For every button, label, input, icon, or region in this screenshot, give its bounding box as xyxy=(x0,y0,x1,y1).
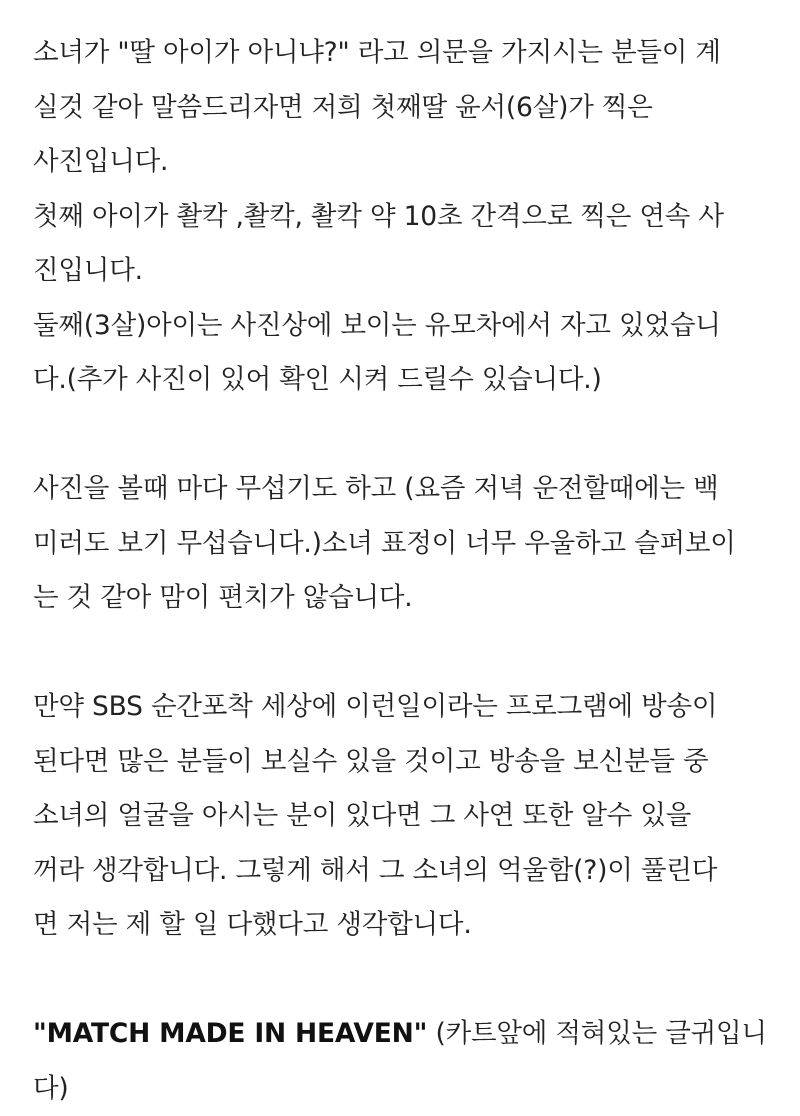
text-line: 미러도 보기 무섭습니다.)소녀 표정이 너무 우울하고 슬퍼보이 xyxy=(33,517,778,572)
paragraph-gap xyxy=(33,953,778,1008)
text-line: 진입니다. xyxy=(33,244,778,299)
text-line: 꺼라 생각합니다. 그렇게 해서 그 소녀의 억울함(?)이 풀린다 xyxy=(33,844,778,899)
text-line: 둘째(3살)아이는 사진상에 보이는 유모차에서 자고 있었습니 xyxy=(33,299,778,354)
text-line: 만약 SBS 순간포착 세상에 이런일이라는 프로그램에 방송이 xyxy=(33,680,778,735)
text-line: 는 것 같아 맘이 편치가 않습니다. xyxy=(33,571,778,626)
text-line: 된다면 많은 분들이 보실수 있을 것이고 방송을 보신분들 중 xyxy=(33,735,778,790)
paragraph-1 xyxy=(33,26,778,408)
paragraph-4 xyxy=(33,1007,778,1116)
text-line: 면 저는 제 할 일 다했다고 생각합니다. xyxy=(33,898,778,953)
quote-bold-text: "MATCH MADE IN HEAVEN" xyxy=(33,1018,427,1049)
text-line: 다) xyxy=(33,1062,778,1116)
article-body xyxy=(33,26,778,1116)
text-line: 실것 같아 말씀드리자면 저희 첫째딸 윤서(6살)가 찍은 xyxy=(33,81,778,136)
text-line: 소녀의 얼굴을 아시는 분이 있다면 그 사연 또한 알수 있을 xyxy=(33,789,778,844)
paragraph-3 xyxy=(33,680,778,953)
text-line: 소녀가 "딸 아이가 아니냐?" 라고 의문을 가지시는 분들이 계 xyxy=(33,26,778,81)
text-line: 사진을 볼때 마다 무섭기도 하고 (요즘 저녁 운전할때에는 백 xyxy=(33,462,778,517)
text-line: 다.(추가 사진이 있어 확인 시켜 드릴수 있습니다.) xyxy=(33,353,778,408)
text-line: 사진입니다. xyxy=(33,135,778,190)
text-line: 첫째 아이가 촬칵 ,촬칵, 촬칵 약 10초 간격으로 찍은 연속 사 xyxy=(33,190,778,245)
text-line xyxy=(33,1007,778,1062)
quote-caption: (카트앞에 적혀있는 글귀입니 xyxy=(427,1018,767,1049)
paragraph-gap xyxy=(33,626,778,681)
paragraph-2 xyxy=(33,462,778,626)
paragraph-gap xyxy=(33,408,778,463)
